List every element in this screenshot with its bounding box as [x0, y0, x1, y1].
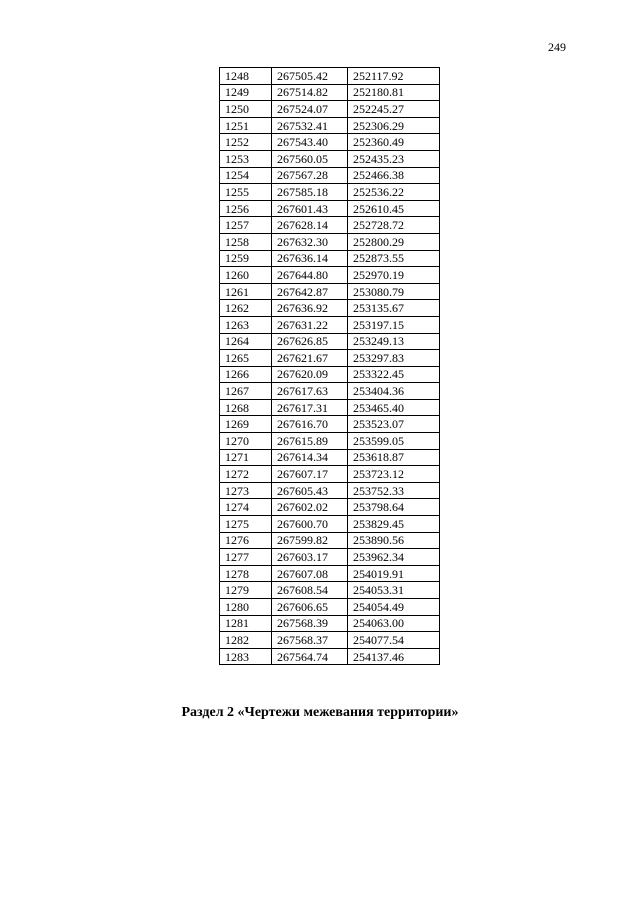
point-number-cell: 1249	[220, 84, 272, 101]
coordinates-table-body	[220, 68, 440, 665]
point-number-cell: 1277	[220, 549, 272, 566]
table-row	[220, 565, 440, 582]
x-coordinate-cell: 267568.39	[272, 615, 348, 632]
table-row	[220, 615, 440, 632]
table-row	[220, 366, 440, 383]
table-row	[220, 233, 440, 250]
x-coordinate-cell: 267532.41	[272, 117, 348, 134]
y-coordinate-cell: 252466.38	[348, 167, 440, 184]
y-coordinate-cell: 253197.15	[348, 316, 440, 333]
y-coordinate-cell: 252180.81	[348, 84, 440, 101]
x-coordinate-cell: 267607.08	[272, 565, 348, 582]
point-number-cell: 1273	[220, 482, 272, 499]
y-coordinate-cell: 252728.72	[348, 217, 440, 234]
point-number-cell: 1281	[220, 615, 272, 632]
point-number-cell: 1248	[220, 68, 272, 85]
table-row	[220, 200, 440, 217]
y-coordinate-cell: 254063.00	[348, 615, 440, 632]
point-number-cell: 1265	[220, 350, 272, 367]
point-number-cell: 1270	[220, 433, 272, 450]
x-coordinate-cell: 267616.70	[272, 416, 348, 433]
y-coordinate-cell: 253962.34	[348, 549, 440, 566]
point-number-cell: 1252	[220, 134, 272, 151]
table-row	[220, 117, 440, 134]
x-coordinate-cell: 267543.40	[272, 134, 348, 151]
y-coordinate-cell: 253829.45	[348, 516, 440, 533]
y-coordinate-cell: 253249.13	[348, 333, 440, 350]
table-row	[220, 184, 440, 201]
x-coordinate-cell: 267601.43	[272, 200, 348, 217]
point-number-cell: 1257	[220, 217, 272, 234]
table-row	[220, 632, 440, 649]
table-row	[220, 250, 440, 267]
point-number-cell: 1269	[220, 416, 272, 433]
table-row	[220, 283, 440, 300]
x-coordinate-cell: 267642.87	[272, 283, 348, 300]
y-coordinate-cell: 254019.91	[348, 565, 440, 582]
x-coordinate-cell: 267617.31	[272, 399, 348, 416]
x-coordinate-cell: 267568.37	[272, 632, 348, 649]
y-coordinate-cell: 254137.46	[348, 648, 440, 665]
x-coordinate-cell: 267614.34	[272, 449, 348, 466]
x-coordinate-cell: 267621.67	[272, 350, 348, 367]
point-number-cell: 1275	[220, 516, 272, 533]
x-coordinate-cell: 267602.02	[272, 499, 348, 516]
point-number-cell: 1266	[220, 366, 272, 383]
x-coordinate-cell: 267560.05	[272, 150, 348, 167]
y-coordinate-cell: 253618.87	[348, 449, 440, 466]
point-number-cell: 1272	[220, 466, 272, 483]
point-number-cell: 1251	[220, 117, 272, 134]
point-number-cell: 1262	[220, 300, 272, 317]
y-coordinate-cell: 252536.22	[348, 184, 440, 201]
table-row	[220, 300, 440, 317]
point-number-cell: 1279	[220, 582, 272, 599]
table-row	[220, 549, 440, 566]
table-row	[220, 267, 440, 284]
y-coordinate-cell: 252610.45	[348, 200, 440, 217]
y-coordinate-cell: 253465.40	[348, 399, 440, 416]
point-number-cell: 1274	[220, 499, 272, 516]
table-row	[220, 466, 440, 483]
table-row	[220, 68, 440, 85]
point-number-cell: 1260	[220, 267, 272, 284]
x-coordinate-cell: 267631.22	[272, 316, 348, 333]
y-coordinate-cell: 252360.49	[348, 134, 440, 151]
y-coordinate-cell: 252117.92	[348, 68, 440, 85]
point-number-cell: 1259	[220, 250, 272, 267]
y-coordinate-cell: 253798.64	[348, 499, 440, 516]
y-coordinate-cell: 252245.27	[348, 101, 440, 118]
y-coordinate-cell: 254077.54	[348, 632, 440, 649]
x-coordinate-cell: 267505.42	[272, 68, 348, 85]
table-row	[220, 482, 440, 499]
y-coordinate-cell: 252970.19	[348, 267, 440, 284]
x-coordinate-cell: 267617.63	[272, 383, 348, 400]
point-number-cell: 1253	[220, 150, 272, 167]
x-coordinate-cell: 267636.92	[272, 300, 348, 317]
table-row	[220, 134, 440, 151]
point-number-cell: 1254	[220, 167, 272, 184]
y-coordinate-cell: 253890.56	[348, 532, 440, 549]
x-coordinate-cell: 267626.85	[272, 333, 348, 350]
y-coordinate-cell: 252306.29	[348, 117, 440, 134]
y-coordinate-cell: 253752.33	[348, 482, 440, 499]
x-coordinate-cell: 267599.82	[272, 532, 348, 549]
point-number-cell: 1261	[220, 283, 272, 300]
point-number-cell: 1283	[220, 648, 272, 665]
y-coordinate-cell: 253523.07	[348, 416, 440, 433]
point-number-cell: 1256	[220, 200, 272, 217]
table-row	[220, 101, 440, 118]
table-row	[220, 433, 440, 450]
point-number-cell: 1268	[220, 399, 272, 416]
coordinates-table	[219, 67, 440, 665]
table-row	[220, 449, 440, 466]
table-row	[220, 333, 440, 350]
point-number-cell: 1255	[220, 184, 272, 201]
table-row	[220, 416, 440, 433]
point-number-cell: 1267	[220, 383, 272, 400]
y-coordinate-cell: 253404.36	[348, 383, 440, 400]
x-coordinate-cell: 267628.14	[272, 217, 348, 234]
page-number: 249	[548, 40, 566, 54]
x-coordinate-cell: 267567.28	[272, 167, 348, 184]
table-row	[220, 582, 440, 599]
section-heading: Раздел 2 «Чертежи межевания территории»	[181, 705, 459, 720]
y-coordinate-cell: 253135.67	[348, 300, 440, 317]
point-number-cell: 1271	[220, 449, 272, 466]
x-coordinate-cell: 267606.65	[272, 599, 348, 616]
y-coordinate-cell: 253080.79	[348, 283, 440, 300]
y-coordinate-cell: 253322.45	[348, 366, 440, 383]
x-coordinate-cell: 267644.80	[272, 267, 348, 284]
point-number-cell: 1263	[220, 316, 272, 333]
table-row	[220, 532, 440, 549]
x-coordinate-cell: 267603.17	[272, 549, 348, 566]
table-row	[220, 316, 440, 333]
y-coordinate-cell: 252800.29	[348, 233, 440, 250]
x-coordinate-cell: 267632.30	[272, 233, 348, 250]
x-coordinate-cell: 267608.54	[272, 582, 348, 599]
y-coordinate-cell: 253599.05	[348, 433, 440, 450]
x-coordinate-cell: 267585.18	[272, 184, 348, 201]
point-number-cell: 1264	[220, 333, 272, 350]
x-coordinate-cell: 267514.82	[272, 84, 348, 101]
y-coordinate-cell: 252435.23	[348, 150, 440, 167]
table-row	[220, 648, 440, 665]
table-row	[220, 499, 440, 516]
y-coordinate-cell: 253297.83	[348, 350, 440, 367]
table-row	[220, 84, 440, 101]
x-coordinate-cell: 267524.07	[272, 101, 348, 118]
point-number-cell: 1282	[220, 632, 272, 649]
x-coordinate-cell: 267607.17	[272, 466, 348, 483]
x-coordinate-cell: 267615.89	[272, 433, 348, 450]
table-row	[220, 217, 440, 234]
table-row	[220, 599, 440, 616]
point-number-cell: 1278	[220, 565, 272, 582]
y-coordinate-cell: 254054.49	[348, 599, 440, 616]
x-coordinate-cell: 267600.70	[272, 516, 348, 533]
point-number-cell: 1258	[220, 233, 272, 250]
x-coordinate-cell: 267620.09	[272, 366, 348, 383]
table-row	[220, 167, 440, 184]
point-number-cell: 1280	[220, 599, 272, 616]
table-row	[220, 150, 440, 167]
point-number-cell: 1276	[220, 532, 272, 549]
table-row	[220, 383, 440, 400]
x-coordinate-cell: 267636.14	[272, 250, 348, 267]
x-coordinate-cell: 267605.43	[272, 482, 348, 499]
table-row	[220, 516, 440, 533]
x-coordinate-cell: 267564.74	[272, 648, 348, 665]
table-row	[220, 399, 440, 416]
table-row	[220, 350, 440, 367]
y-coordinate-cell: 254053.31	[348, 582, 440, 599]
y-coordinate-cell: 252873.55	[348, 250, 440, 267]
y-coordinate-cell: 253723.12	[348, 466, 440, 483]
point-number-cell: 1250	[220, 101, 272, 118]
